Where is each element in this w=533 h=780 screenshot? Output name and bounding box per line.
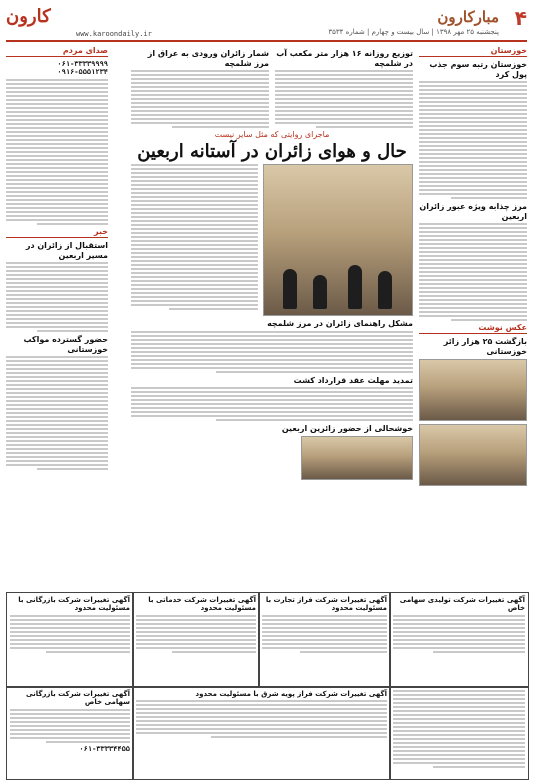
- right-headline-1: خوزستان رتبه سوم جذب پول کرد: [429, 60, 527, 79]
- article-body: [6, 79, 108, 225]
- article-body: [419, 223, 527, 321]
- page-number: ۴: [514, 6, 527, 30]
- article-body: [419, 81, 527, 199]
- center-headline-mid-2: تمدید مهلت عقد قرارداد کشت: [293, 375, 413, 385]
- main-headline: حال و هوای زائران در آستانه اربعین: [137, 141, 407, 163]
- phone-number[interactable]: ۰۶۱-۳۳۳۳۹۹۹۹: [57, 60, 108, 68]
- center-top-headline-right: توزیع روزانه ۱۶ هزار متر مکعب آب در شلمچه: [276, 49, 413, 68]
- date-line: پنجشنبه ۲۵ مهر ۱۳۹۸ | سال بیست و چهارم | شماره ۳۵۳۴: [328, 28, 499, 36]
- left-headline-1: استقبال از زائران در مسیر اربعین: [25, 241, 108, 260]
- article-body: [131, 70, 269, 128]
- ad-title: آگهی تغییرات شرکت خدماتی با مسئولیت محدود: [148, 596, 256, 613]
- article-body: [275, 70, 413, 128]
- center-headline-bottom: خوشحالی از حضور زائرین اربعین: [281, 424, 413, 434]
- right-column-label-2: عکس نوشت: [419, 323, 527, 334]
- news-photo: [301, 436, 413, 480]
- classified-ad: [132, 686, 391, 780]
- classified-ad: [258, 592, 391, 688]
- center-headline-mid: مشکل راهنمای زائران در مرز شلمچه: [267, 319, 413, 329]
- news-photo: [419, 359, 527, 421]
- right-column: [419, 46, 527, 586]
- ad-title: آگهی تغییرات شرکت تولیدی سهامی خاص: [399, 596, 525, 613]
- main-news-photo: [263, 164, 413, 316]
- phone-number[interactable]: ۰۹۱۶-۵۵۵۱۲۳۴: [57, 68, 108, 76]
- ad-title: آگهی تغییرات شرکت فراز پویه شرق با مسئولیت محدود: [195, 690, 387, 698]
- masthead: [6, 6, 527, 40]
- right-column-label: خوزستان: [419, 46, 527, 57]
- header-rule: [6, 40, 527, 42]
- left-headline-2: حضور گسترده مواکب خوزستانی: [23, 335, 108, 354]
- site-url[interactable]: www.karoondaily.ir: [76, 30, 152, 38]
- ad-title: آگهی تغییرات شرکت بازرگانی با مسئولیت محدود: [18, 596, 130, 613]
- headline-kicker: ماجرای روایتی که مثل سایر نیست: [214, 130, 330, 140]
- article-body: [6, 262, 108, 332]
- article-body: [6, 356, 108, 470]
- left-column-label: صدای مردم: [6, 46, 108, 57]
- center-top-headline-left: شمار زائران ورودی به عراق از مرز شلمچه: [147, 49, 269, 68]
- classified-ad: [389, 686, 529, 780]
- ad-title: آگهی تغییرات شرکت فراز تجارت با مسئولیت محدود: [265, 596, 387, 613]
- left-column: [6, 46, 108, 586]
- right-headline-3: بازگشت ۲۵ هزار زائر خوزستانی: [443, 337, 527, 356]
- right-headline-2: مرز چذابه ویژه عبور زائران اربعین: [419, 202, 527, 221]
- left-column-label-2: خبر: [6, 227, 108, 238]
- classified-ad: [389, 592, 529, 688]
- center-column: [131, 46, 413, 586]
- article-body: [131, 164, 258, 310]
- article-body: [131, 387, 413, 421]
- classified-ad: [6, 686, 134, 780]
- classified-ad: [6, 592, 134, 688]
- brand-logo: کارون: [6, 6, 51, 27]
- news-photo: [419, 424, 527, 486]
- article-body: [131, 331, 413, 373]
- classified-ad: [132, 592, 260, 688]
- ad-contact: ۰۶۱-۳۳۳۳۴۴۵۵: [79, 744, 130, 753]
- section-title: مبارکارون: [437, 8, 499, 26]
- ad-title: آگهی تغییرات شرکت بازرگانی سهامی خاص: [25, 690, 130, 707]
